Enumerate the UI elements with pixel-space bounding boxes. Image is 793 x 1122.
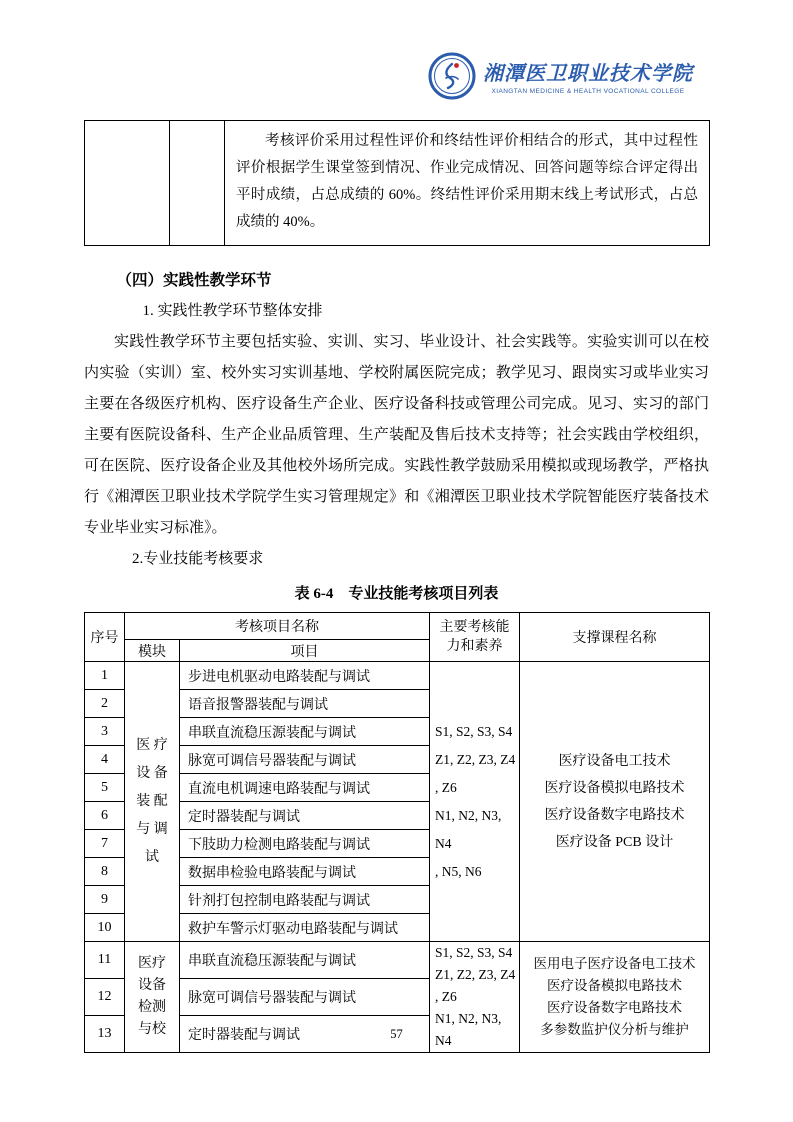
header-item: 项目 — [180, 640, 430, 662]
row-item: 数据串检验电路装配与调试 — [180, 858, 430, 886]
ability-line: , Z6 — [435, 989, 457, 1004]
row-no: 1 — [85, 662, 125, 690]
row-item: 串联直流稳压源装配与调试 — [180, 942, 430, 979]
row-item: 定时器装配与调试 — [180, 1016, 430, 1053]
list-item-2: 2.专业技能考核要求 — [132, 551, 264, 567]
row-no: 13 — [85, 1016, 125, 1053]
module-line: 与校 — [138, 1022, 166, 1037]
row-item: 直流电机调速电路装配与调试 — [180, 774, 430, 802]
course-line: 医用电子医疗设备电工技术 — [533, 956, 696, 971]
row-item: 脉宽可调信号器装配与调试 — [180, 746, 430, 774]
row-no: 4 — [85, 746, 125, 774]
course-line: 医疗设备电工技术 — [558, 753, 671, 769]
module-line: 与 调 — [136, 821, 168, 837]
course-line: 多参数监护仪分析与维护 — [540, 1022, 689, 1037]
ability-line: , N5, N6 — [435, 863, 482, 879]
evaluation-text-cell — [225, 121, 710, 246]
empty-cell — [170, 121, 225, 246]
row-item: 针剂打包控制电路装配与调试 — [180, 886, 430, 914]
module-line: 医疗 — [138, 956, 166, 971]
content-column — [84, 0, 709, 1053]
body-paragraph: 实践性教学环节主要包括实验、实训、实习、毕业设计、社会实践等。实验实训可以在校内实验（实训）室、校外实习实训基地、学校附属医院完成；教学见习、跟岗实习或毕业实习主要在各级医疗机构、医疗设备生产企业、医疗设备科技或管理公司完成。见习、实习的部门主要有医院设备科、生产企业品质管理、生产装配及售后技术支持等；社会实践由学校组织，可在医院、医疗设备企业及其他校外场所完成。实践性教学鼓励采用模拟或现场教学，严格执行《湘潭医卫职业技术学院学生实习管理规定》和《湘潭医卫职业技术学院智能医疗装备技术专业毕业实习标准》。 — [84, 334, 709, 536]
header-ability: 主要考核能力和素养 — [430, 613, 520, 662]
row-no: 2 — [85, 690, 125, 718]
skills-assessment-table — [84, 612, 710, 1053]
course-line: 医疗设备数字电路技术 — [544, 807, 685, 823]
header-courses: 支撑课程名称 — [520, 613, 710, 662]
table-row — [85, 942, 710, 979]
ability-line: Z1, Z2, Z3, Z4 — [435, 967, 516, 982]
college-name-cn: 湘潭医卫职业技术学院 — [483, 63, 693, 85]
row-no: 11 — [85, 942, 125, 979]
row-item: 脉宽可调信号器装配与调试 — [180, 979, 430, 1016]
ability-line: , Z6 — [435, 779, 457, 795]
course-line: 医疗设备 PCB 设计 — [555, 834, 674, 850]
section-heading: （四）实践性教学环节 — [116, 272, 272, 289]
module-cell-assembly — [125, 662, 180, 942]
ability-line: Z1, Z2, Z3, Z4 — [435, 751, 516, 767]
row-item: 下肢助力检测电路装配与调试 — [180, 830, 430, 858]
list-item-1: 1. 实践性教学环节整体安排 — [142, 303, 323, 319]
row-no: 5 — [85, 774, 125, 802]
row-no: 12 — [85, 979, 125, 1016]
empty-cell — [85, 121, 170, 246]
module-line: 试 — [145, 849, 159, 865]
module-line: 医 疗 — [136, 737, 168, 753]
row-no: 10 — [85, 914, 125, 942]
ability-line: N1, N2, N3, N4 — [435, 807, 502, 851]
evaluation-table-fragment — [84, 120, 710, 246]
row-item: 语音报警器装配与调试 — [180, 690, 430, 718]
page-number: 57 — [390, 1027, 403, 1041]
row-item: 串联直流稳压源装配与调试 — [180, 718, 430, 746]
row-no: 8 — [85, 858, 125, 886]
row-no: 6 — [85, 802, 125, 830]
row-item: 步进电机驱动电路装配与调试 — [180, 662, 430, 690]
row-no: 7 — [85, 830, 125, 858]
ability-line: S1, S2, S3, S4 — [435, 723, 513, 739]
header-module: 模块 — [125, 640, 180, 662]
course-line: 医疗设备数字电路技术 — [547, 1000, 682, 1015]
table-row — [85, 662, 710, 690]
row-item: 定时器装配与调试 — [180, 802, 430, 830]
course-line: 医疗设备模拟电路技术 — [544, 780, 685, 796]
header-no: 序号 — [85, 613, 125, 662]
course-line: 医疗设备模拟电路技术 — [547, 978, 682, 993]
ability-cell-1 — [430, 662, 520, 942]
row-no: 9 — [85, 886, 125, 914]
ability-line: S1, S2, S3, S4 — [435, 945, 513, 960]
row-no: 3 — [85, 718, 125, 746]
module-line: 设 备 — [136, 765, 168, 781]
module-line: 设备 — [138, 978, 166, 993]
courses-cell-1 — [520, 662, 710, 942]
module-line: 检测 — [138, 1000, 166, 1015]
header-project-name: 考核项目名称 — [125, 613, 430, 640]
row-item: 救护车警示灯驱动电路装配与调试 — [180, 914, 430, 942]
evaluation-text: 考核评价采用过程性评价和终结性评价相结合的形式，其中过程性评价根据学生课堂签到情况、作业完成情况、回答问题等综合评定得出平时成绩，占总成绩的 60%。终结性评价采用期末线上考试形式，占总成绩的 40%。 — [236, 133, 698, 230]
module-line: 装 配 — [136, 793, 168, 809]
college-name-en: XIANGTAN MEDICINE & HEALTH VOCATIONAL COLLEGE — [491, 88, 685, 95]
table-caption: 表 6-4 专业技能考核项目列表 — [294, 586, 499, 602]
ability-line: N1, N2, N3, N4 — [435, 1011, 502, 1048]
